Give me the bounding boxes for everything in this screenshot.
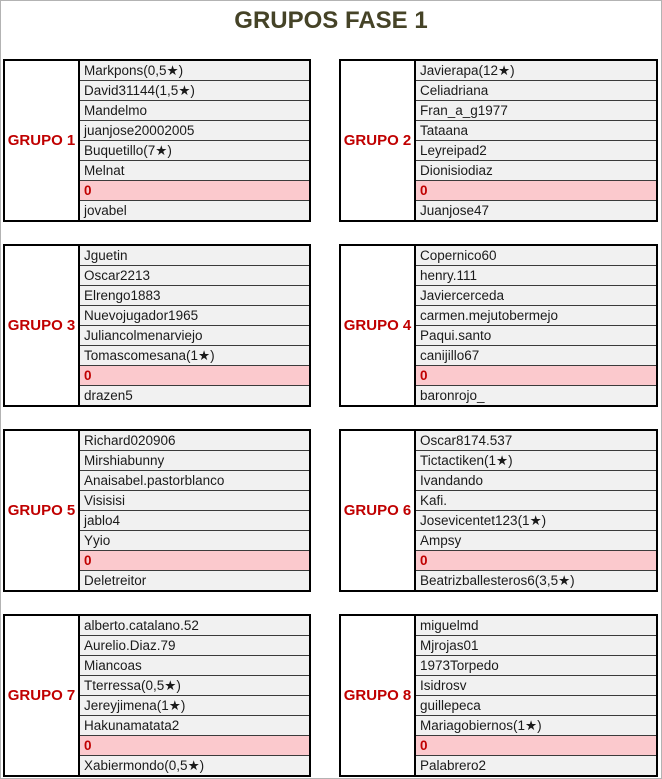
player-row: Mirshiabunny bbox=[80, 450, 309, 470]
player-row: Miancoas bbox=[80, 655, 309, 675]
player-row: Tataana bbox=[416, 120, 656, 140]
zero-row: 0 bbox=[80, 365, 309, 385]
zero-row: 0 bbox=[80, 735, 309, 755]
player-row: juanjose20002005 bbox=[80, 120, 309, 140]
group-label: GRUPO 4 bbox=[341, 246, 416, 405]
player-row: Melnat bbox=[80, 160, 309, 180]
player-row: Kafi. bbox=[416, 490, 656, 510]
player-row: Dionisiodiaz bbox=[416, 160, 656, 180]
group-table-8 bbox=[339, 614, 658, 777]
group-table-6 bbox=[339, 429, 658, 592]
group-rows bbox=[80, 616, 309, 775]
group-rows bbox=[416, 61, 656, 220]
player-row: David31144(1,5★) bbox=[80, 80, 309, 100]
player-row: Ivandando bbox=[416, 470, 656, 490]
player-row: Fran_a_g1977 bbox=[416, 100, 656, 120]
player-row: Yyio bbox=[80, 530, 309, 550]
player-row: Deletreitor bbox=[80, 570, 309, 590]
player-row: Javierapa(12★) bbox=[416, 61, 656, 80]
group-label: GRUPO 2 bbox=[341, 61, 416, 220]
player-row: Juliancolmenarviejo bbox=[80, 325, 309, 345]
group-rows bbox=[80, 431, 309, 590]
group-label: GRUPO 6 bbox=[341, 431, 416, 590]
player-row: Isidrosv bbox=[416, 675, 656, 695]
player-row: jovabel bbox=[80, 200, 309, 220]
group-table-3 bbox=[3, 244, 311, 407]
player-row: Markpons(0,5★) bbox=[80, 61, 309, 80]
player-row: Aurelio.Diaz.79 bbox=[80, 635, 309, 655]
group-rows bbox=[80, 246, 309, 405]
player-row: Jguetin bbox=[80, 246, 309, 265]
zero-row: 0 bbox=[416, 180, 656, 200]
player-row: Buquetillo(7★) bbox=[80, 140, 309, 160]
player-row: baronrojo_ bbox=[416, 385, 656, 405]
player-row: Hakunamatata2 bbox=[80, 715, 309, 735]
player-row: alberto.catalano.52 bbox=[80, 616, 309, 635]
zero-row: 0 bbox=[80, 550, 309, 570]
zero-row: 0 bbox=[416, 735, 656, 755]
player-row: Tterressa(0,5★) bbox=[80, 675, 309, 695]
player-row: carmen.mejutobermejo bbox=[416, 305, 656, 325]
player-row: Paqui.santo bbox=[416, 325, 656, 345]
player-row: Oscar2213 bbox=[80, 265, 309, 285]
group-table-7 bbox=[3, 614, 311, 777]
groups-grid bbox=[3, 59, 661, 777]
group-rows bbox=[80, 61, 309, 220]
player-row: guillepeca bbox=[416, 695, 656, 715]
group-rows bbox=[416, 431, 656, 590]
player-row: Elrengo1883 bbox=[80, 285, 309, 305]
player-row: Beatrizballesteros6(3,5★) bbox=[416, 570, 656, 590]
player-row: Xabiermondo(0,5★) bbox=[80, 755, 309, 775]
group-table-4 bbox=[339, 244, 658, 407]
player-row: miguelmd bbox=[416, 616, 656, 635]
player-row: Mjrojas01 bbox=[416, 635, 656, 655]
player-row: henry.111 bbox=[416, 265, 656, 285]
group-label: GRUPO 1 bbox=[5, 61, 80, 220]
group-label: GRUPO 3 bbox=[5, 246, 80, 405]
group-table-5 bbox=[3, 429, 311, 592]
group-rows bbox=[416, 246, 656, 405]
player-row: 1973Torpedo bbox=[416, 655, 656, 675]
group-table-1 bbox=[3, 59, 311, 222]
player-row: Juanjose47 bbox=[416, 200, 656, 220]
page-title: GRUPOS FASE 1 bbox=[234, 7, 428, 34]
group-label: GRUPO 5 bbox=[5, 431, 80, 590]
player-row: Jereyjimena(1★) bbox=[80, 695, 309, 715]
player-row: Javiercerceda bbox=[416, 285, 656, 305]
player-row: jablo4 bbox=[80, 510, 309, 530]
player-row: Leyreipad2 bbox=[416, 140, 656, 160]
player-row: Mandelmo bbox=[80, 100, 309, 120]
player-row: Celiadriana bbox=[416, 80, 656, 100]
player-row: Mariagobiernos(1★) bbox=[416, 715, 656, 735]
player-row: Oscar8174.537 bbox=[416, 431, 656, 450]
zero-row: 0 bbox=[416, 550, 656, 570]
player-row: Nuevojugador1965 bbox=[80, 305, 309, 325]
player-row: drazen5 bbox=[80, 385, 309, 405]
player-row: Tictactiken(1★) bbox=[416, 450, 656, 470]
player-row: canijillo67 bbox=[416, 345, 656, 365]
group-label: GRUPO 8 bbox=[341, 616, 416, 775]
group-rows bbox=[416, 616, 656, 775]
player-row: Palabrero2 bbox=[416, 755, 656, 775]
player-row: Josevicentet123(1★) bbox=[416, 510, 656, 530]
player-row: Copernico60 bbox=[416, 246, 656, 265]
group-label: GRUPO 7 bbox=[5, 616, 80, 775]
player-row: Anaisabel.pastorblanco bbox=[80, 470, 309, 490]
player-row: Visisisi bbox=[80, 490, 309, 510]
group-table-2 bbox=[339, 59, 658, 222]
player-row: Ampsy bbox=[416, 530, 656, 550]
player-row: Tomascomesana(1★) bbox=[80, 345, 309, 365]
player-row: Richard020906 bbox=[80, 431, 309, 450]
zero-row: 0 bbox=[416, 365, 656, 385]
zero-row: 0 bbox=[80, 180, 309, 200]
